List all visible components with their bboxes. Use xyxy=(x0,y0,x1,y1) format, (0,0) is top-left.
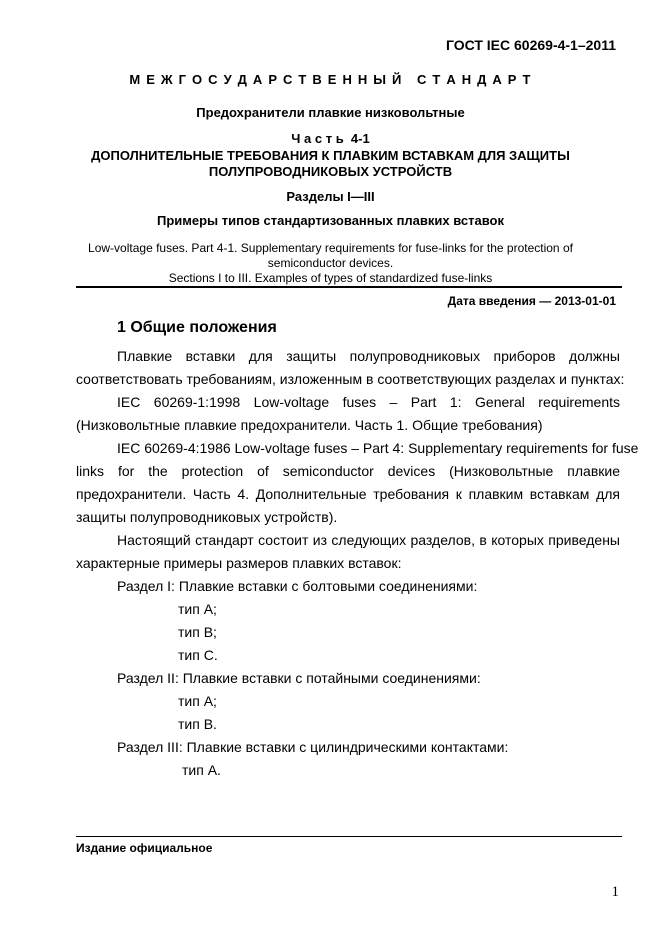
official-edition-label: Издание официальное xyxy=(76,841,213,855)
section-III-type: тип А. xyxy=(182,762,221,778)
section-I-type: тип В; xyxy=(178,624,217,640)
introduction-date: Дата введения — 2013-01-01 xyxy=(447,294,616,308)
section-II-item: Раздел II: Плавкие вставки с потайными соединениями: xyxy=(117,670,481,686)
english-title-line-3: Sections I to III. Examples of types of standardized fuse-links xyxy=(168,271,493,285)
page-number: 1 xyxy=(611,884,619,900)
reference-1-line-1: IEC 60269-1:1998 Low-voltage fuses – Part 1: General requirements xyxy=(117,394,620,410)
section-II-type: тип А; xyxy=(178,693,217,709)
section-I-item: Раздел I: Плавкие вставки с болтовыми соединениями: xyxy=(117,578,478,594)
paragraph-4-line-1: Настоящий стандарт состоит из следующих разделов, в которых приведены xyxy=(117,532,620,548)
section-heading: 1 Общие положения xyxy=(117,319,277,336)
section-I-type: тип А; xyxy=(178,601,217,617)
english-title-line-2: semiconductor devices. xyxy=(267,256,394,270)
reference-2-line-4: защиты полупроводниковых устройств). xyxy=(76,509,338,525)
title-line-2: ПОЛУПРОВОДНИКОВЫХ УСТРОЙСТВ xyxy=(208,164,453,179)
reference-2-line-3: предохранители. Часть 4. Дополнительные требования к плавким вставкам для xyxy=(76,486,620,502)
section-III-item: Раздел III: Плавкие вставки с цилиндрическими контактами: xyxy=(117,739,509,755)
english-title-line-1: Low-voltage fuses. Part 4-1. Supplementary requirements for fuse-links for the protection of xyxy=(88,241,573,255)
document-code: ГОСТ IEC 60269-4-1–2011 xyxy=(445,37,616,53)
standard-type-heading: М Е Ж Г О С У Д А Р С Т В Е Н Н Ы Й С Т А Н Д А Р Т xyxy=(129,72,532,87)
standard-subject: Предохранители плавкие низковольтные xyxy=(196,105,465,120)
reference-1-line-2: (Низковольтные плавкие предохранители. Часть 1. Общие требования) xyxy=(76,417,543,433)
reference-2-line-2: links for the protection of semiconductor devices (Низковольтные плавкие xyxy=(76,463,620,479)
part-number: Ч а с т ь 4-1 xyxy=(291,131,370,146)
examples-subtitle: Примеры типов стандартизованных плавких вставок xyxy=(156,213,505,228)
title-line-1: ДОПОЛНИТЕЛЬНЫЕ ТРЕБОВАНИЯ К ПЛАВКИМ ВСТАВКАМ ДЛЯ ЗАЩИТЫ xyxy=(91,148,570,163)
section-I-type: тип С. xyxy=(178,647,218,663)
paragraph-1-line-2: соответствовать требованиям, изложенным в соответствующих разделах и пунктах: xyxy=(76,371,625,387)
section-II-type: тип В. xyxy=(178,716,217,732)
sections-range: Разделы I—III xyxy=(286,189,375,204)
paragraph-1-line-1: Плавкие вставки для защиты полупроводниковых приборов должны xyxy=(117,348,620,364)
reference-2-line-1: IEC 60269-4:1986 Low-voltage fuses – Part 4: Supplementary requirements for fuse xyxy=(117,440,639,456)
footer-divider xyxy=(76,836,622,837)
title-divider xyxy=(76,286,622,288)
paragraph-4-line-2: характерные примеры размеров плавких вставок: xyxy=(76,555,402,571)
